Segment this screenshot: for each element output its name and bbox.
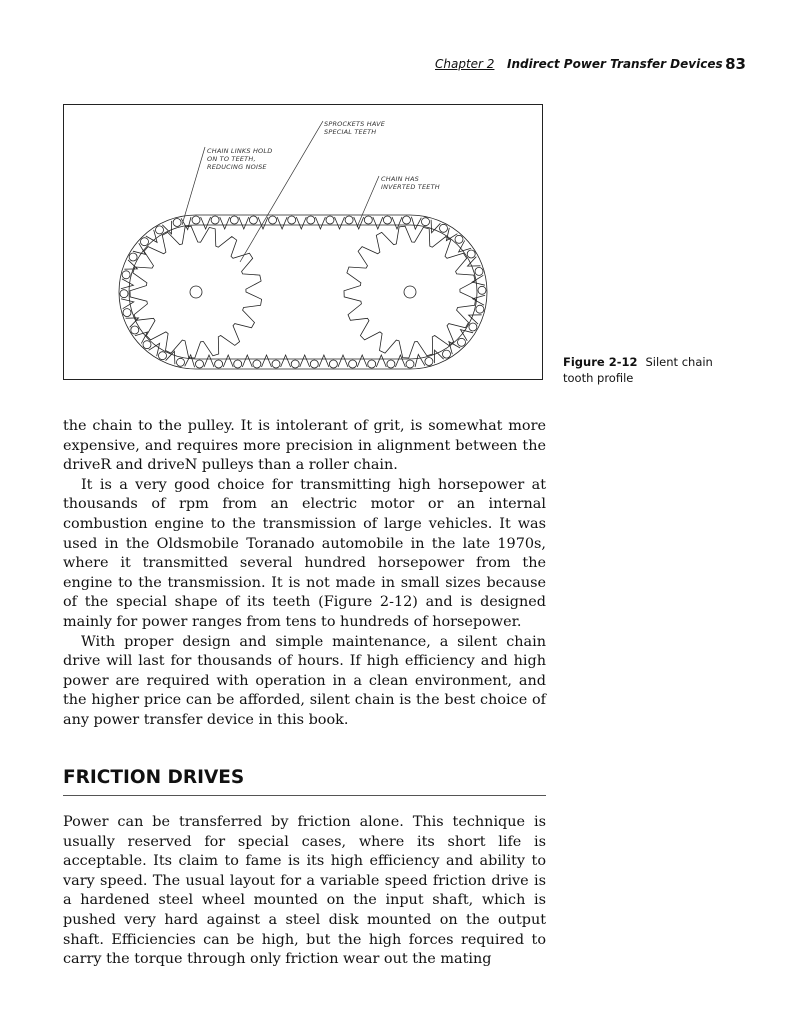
silent-chain-diagram bbox=[64, 105, 542, 379]
chain-pin bbox=[476, 305, 484, 313]
chain-link-tooth bbox=[220, 217, 230, 229]
chain-link-tooth bbox=[338, 355, 348, 367]
chain-link-tooth bbox=[242, 355, 252, 367]
chain-pin bbox=[123, 309, 131, 317]
paragraph: the chain to the pulley. It is intolerant of grit, is somewhat more expensive, and requires more precision in alignment between the driveR and driveN pulleys than a roller chain. bbox=[63, 418, 546, 474]
chain-inner-outline bbox=[129, 225, 477, 359]
chain-pin bbox=[307, 216, 315, 224]
chain-pin bbox=[364, 216, 372, 224]
right-sprocket-hub bbox=[404, 286, 416, 298]
chain-link-tooth bbox=[281, 355, 291, 367]
chain-pin bbox=[177, 358, 185, 366]
chain-pin bbox=[141, 238, 149, 246]
chain-pin bbox=[310, 360, 318, 368]
paragraph: With proper design and simple maintenance, a silent chain drive will last for thousands of hours. If high efficiency and high power are required with operation in a clean environment, and the higher price can be afforded, silent chain is the best choice of any power transfer device in this book. bbox=[63, 633, 546, 728]
chain-pin bbox=[288, 216, 296, 224]
chain-pin bbox=[403, 216, 411, 224]
chain-pin bbox=[478, 286, 486, 294]
chain-pin bbox=[131, 326, 139, 334]
chain-pin bbox=[173, 219, 181, 227]
chain-pin bbox=[230, 216, 238, 224]
chain-pin bbox=[211, 216, 219, 224]
leader-line-links bbox=[182, 147, 205, 225]
chain-link-tooth bbox=[357, 355, 367, 367]
chain-link-tooth bbox=[162, 221, 171, 234]
chain-pin bbox=[192, 216, 200, 224]
chain-pin bbox=[443, 350, 451, 358]
paragraph: It is a very good choice for transmitting high horsepower at thousands of rpm from an electric motor or an internal combustion engine to the transmission of large vehicles. It was used in the Oldsmobile Toranado automobile in the late 1970s, where it transmitted several hundred horsepower from the engine to the transmission. It is not made in small sizes because of the special shape of its teeth (Figure 2-12) and is designed mainly for power ranges from tens to hundreds of horsepower. bbox=[63, 476, 546, 630]
chain-pin bbox=[467, 250, 475, 258]
chain-link-tooth bbox=[431, 220, 440, 233]
chain-pin bbox=[469, 323, 477, 331]
chain-link-tooth bbox=[296, 217, 306, 229]
paragraph: Power can be transferred by friction alone. This technique is usually reserved for special cases, where its short life is acceptable. Its claim to fame is its high efficiency and ability to vary speed. The usual layout for a variable speed friction drive is a hardened steel wheel mounted on the input shaft, which is pushed very hard against a steel disk mounted on the output shaft. Efficiencies can be high, but the high forces required to carry the torque through only friction wear out the mating bbox=[63, 814, 546, 968]
chain-link-tooth bbox=[376, 355, 386, 367]
left-sprocket-hub bbox=[190, 286, 202, 298]
chain-link-tooth bbox=[335, 217, 345, 229]
chain-pin bbox=[345, 216, 353, 224]
chain-pin bbox=[383, 216, 391, 224]
figure-caption bbox=[563, 354, 743, 386]
chain-link-tooth bbox=[277, 217, 287, 229]
chain-link-tooth bbox=[204, 355, 214, 367]
chain-pin bbox=[129, 253, 137, 261]
chain-pin bbox=[156, 226, 164, 234]
chain-link-tooth bbox=[411, 217, 421, 229]
chain-pin bbox=[269, 216, 277, 224]
chain-pin bbox=[196, 360, 204, 368]
chain-link-tooth bbox=[121, 279, 133, 289]
chain-pin bbox=[120, 290, 128, 298]
figure-label: Figure 2-12 bbox=[563, 355, 638, 369]
chain-link-tooth bbox=[223, 355, 233, 367]
page-number: 83 bbox=[725, 55, 746, 73]
chain-outer-outline bbox=[119, 215, 487, 369]
chain-link-tooth bbox=[392, 217, 402, 229]
chain-link-tooth bbox=[415, 354, 425, 367]
chain-link-tooth bbox=[315, 217, 325, 229]
chain-link-tooth bbox=[395, 355, 405, 367]
chain-pin bbox=[253, 360, 261, 368]
chain-link-tooth bbox=[435, 350, 444, 363]
chain-pin bbox=[326, 216, 334, 224]
chain-pin bbox=[291, 360, 299, 368]
annotation-chain-links-hold: CHAIN LINKS HOLD ON TO TEETH, REDUCING NOISE bbox=[207, 147, 273, 171]
figure-frame bbox=[63, 104, 543, 380]
chain-pin bbox=[387, 360, 395, 368]
chain-pin bbox=[159, 352, 167, 360]
chain-pin bbox=[349, 360, 357, 368]
chain-pin bbox=[458, 338, 466, 346]
chain-pin bbox=[122, 271, 130, 279]
chain-link-tooth bbox=[300, 355, 310, 367]
chain-pin bbox=[143, 341, 151, 349]
chain-pin bbox=[406, 360, 414, 368]
chain-link-tooth bbox=[239, 217, 249, 229]
body-text-top bbox=[63, 417, 546, 731]
chain-link-tooth bbox=[473, 295, 486, 305]
chain-link-tooth bbox=[262, 355, 272, 367]
chain-pin bbox=[455, 235, 463, 243]
chain-link-tooth bbox=[124, 260, 137, 269]
left-sprocket bbox=[130, 226, 262, 358]
chain-pin bbox=[440, 224, 448, 232]
chain-pin bbox=[215, 360, 223, 368]
figure-caption-text: Silent chain tooth profile bbox=[563, 355, 713, 385]
chapter-label: Chapter 2 bbox=[435, 57, 495, 71]
chain-link-tooth bbox=[319, 355, 329, 367]
annotation-chain-has-inverted-teeth: CHAIN HAS INVERTED TEETH bbox=[381, 175, 440, 191]
body-text-bottom bbox=[63, 813, 546, 970]
leader-line-sprockets bbox=[240, 121, 323, 262]
chain-pin bbox=[422, 218, 430, 226]
chain-pin bbox=[425, 358, 433, 366]
chain-link-tooth bbox=[121, 299, 134, 309]
leader-line-inverted-teeth bbox=[357, 176, 379, 227]
chain-pin bbox=[272, 360, 280, 368]
section-heading: FRICTION DRIVES bbox=[63, 767, 546, 796]
chain-link-tooth bbox=[373, 217, 383, 229]
annotation-sprockets-have-special-teeth: SPROCKETS HAVE SPECIAL TEETH bbox=[324, 120, 386, 136]
chain-pin bbox=[234, 360, 242, 368]
chain-pin bbox=[249, 216, 257, 224]
running-header bbox=[433, 55, 748, 75]
right-sprocket bbox=[344, 226, 476, 358]
chain-pin bbox=[329, 360, 337, 368]
chain-link-tooth bbox=[469, 315, 482, 324]
chain-pin bbox=[475, 267, 483, 275]
section-title: Indirect Power Transfer Devices bbox=[507, 57, 723, 71]
chain-link-tooth bbox=[185, 355, 195, 367]
chain-pin bbox=[368, 360, 376, 368]
